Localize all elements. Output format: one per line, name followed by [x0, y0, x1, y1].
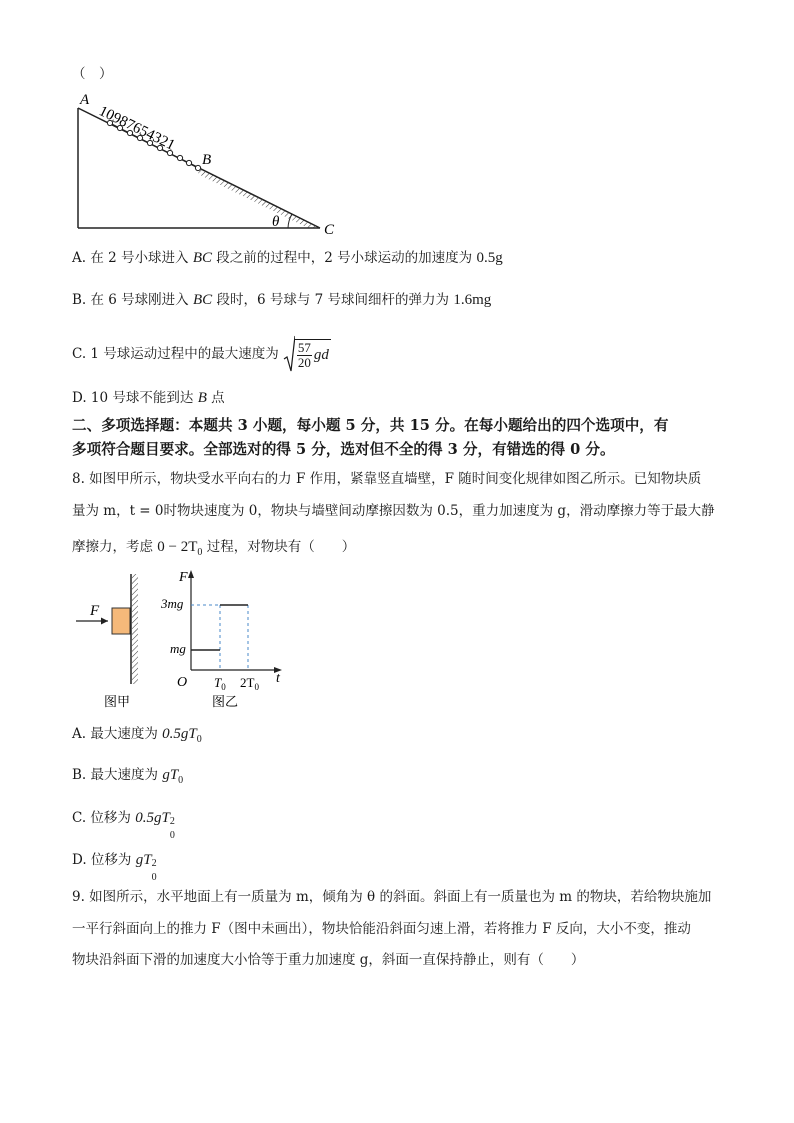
x-label-t0: $T_0$ — [214, 675, 226, 692]
section-heading-line1: 二、多项选择题：本题共 3 小题，每小题 5 分，共 15 分。在每小题给出的四个选项中，有 — [72, 417, 669, 434]
x-label-2t0: $2T_0$ — [240, 675, 259, 692]
fraction: $\frac{57}{20}$ — [297, 339, 311, 370]
origin-label: O — [177, 675, 188, 690]
arrow-head-icon — [101, 618, 108, 625]
rough-surface-hatch — [198, 168, 320, 228]
section-heading-line2: 多项符合题目要求。全部选对的得 5 分，选对但不全的得 3 分，有错选的得 0 分。 — [72, 441, 615, 458]
ball-2 — [186, 160, 191, 165]
q9-line3: 物块沿斜面下滑的加速度大小恰等于重力加速度 g，斜面一直保持静止，则有（ ） — [72, 952, 585, 968]
label-c: C — [324, 222, 335, 236]
ball-numbers: 10987654321 — [96, 103, 178, 154]
block — [112, 608, 130, 634]
option-8d[interactable]: D. 位移为 gT 2 0 — [72, 852, 157, 883]
option-8c[interactable]: C. 位移为 0.5gT 2 0 — [72, 810, 175, 841]
option-7a[interactable]: A. 在 2 号小球进入 BC 段之前的过程中，2 号小球运动的加速度为 0.5g — [72, 250, 503, 266]
sqrt-expression: $\frac{57}{20}$ gd — [283, 335, 331, 373]
option-7d[interactable]: D. 10 号球不能到达 B 点 — [72, 390, 225, 406]
option-8a[interactable]: A. 最大速度为 $0.5gT_0$ — [72, 726, 202, 745]
option-7c[interactable]: C. 1 号球运动过程中的最大速度为 $\frac{57}{20}$ gd — [72, 334, 331, 374]
figure-jia — [70, 566, 160, 716]
figure-yi-graph — [160, 566, 290, 716]
q8-line1: 8. 如图甲所示，物块受水平向右的力 F 作用，紧靠竖直墙壁，F 随时间变化规律如图乙所示。已知物块质 — [72, 471, 702, 487]
q8-line2: 量为 m，t = 0时物块速度为 0，物块与墙壁间动摩擦因数为 0.5，重力加速度为 g，滑动摩擦力等于最大静 — [72, 503, 715, 519]
q8-line3: 摩擦力，考虑 $0 - 2T_0$ 过程，对物块有（ ） — [72, 539, 356, 558]
y-label-3mg: 3mg — [161, 596, 184, 611]
option-7b[interactable]: B. 在 6 号球刚进入 BC 段时，6 号球与 7 号球间细杆的弹力为 1.6mg — [72, 292, 492, 308]
q9-line1: 9. 如图所示，水平地面上有一质量为 m，倾角为 θ 的斜面。斜面上有一质量也为 m 的物块，若给物块施加 — [72, 889, 712, 905]
label-theta: θ — [272, 214, 280, 230]
ball-3 — [177, 155, 182, 160]
q9-line2: 一平行斜面向上的推力 F（图中未画出），物块恰能沿斜面匀速上滑，若将推力 F 反向，大小不变，推动 — [72, 921, 691, 937]
caption-jia: 图甲 — [104, 695, 131, 710]
ball-1 — [195, 165, 200, 170]
sqrt-sign-icon — [283, 335, 295, 373]
axis-f-label: F — [179, 570, 188, 585]
caption-yi: 图乙 — [212, 695, 239, 710]
label-a: A — [80, 92, 90, 108]
axis-t-label: t — [276, 671, 280, 686]
f-axis-arrow-icon — [188, 570, 194, 578]
force-label: F — [90, 603, 100, 619]
answer-bracket: （ ） — [72, 66, 113, 82]
y-label-mg: mg — [170, 641, 186, 656]
label-b: B — [202, 152, 212, 168]
option-8b[interactable]: B. 最大速度为 $gT_0$ — [72, 767, 184, 786]
wall-hatch — [132, 574, 138, 684]
incline-figure — [70, 86, 360, 236]
